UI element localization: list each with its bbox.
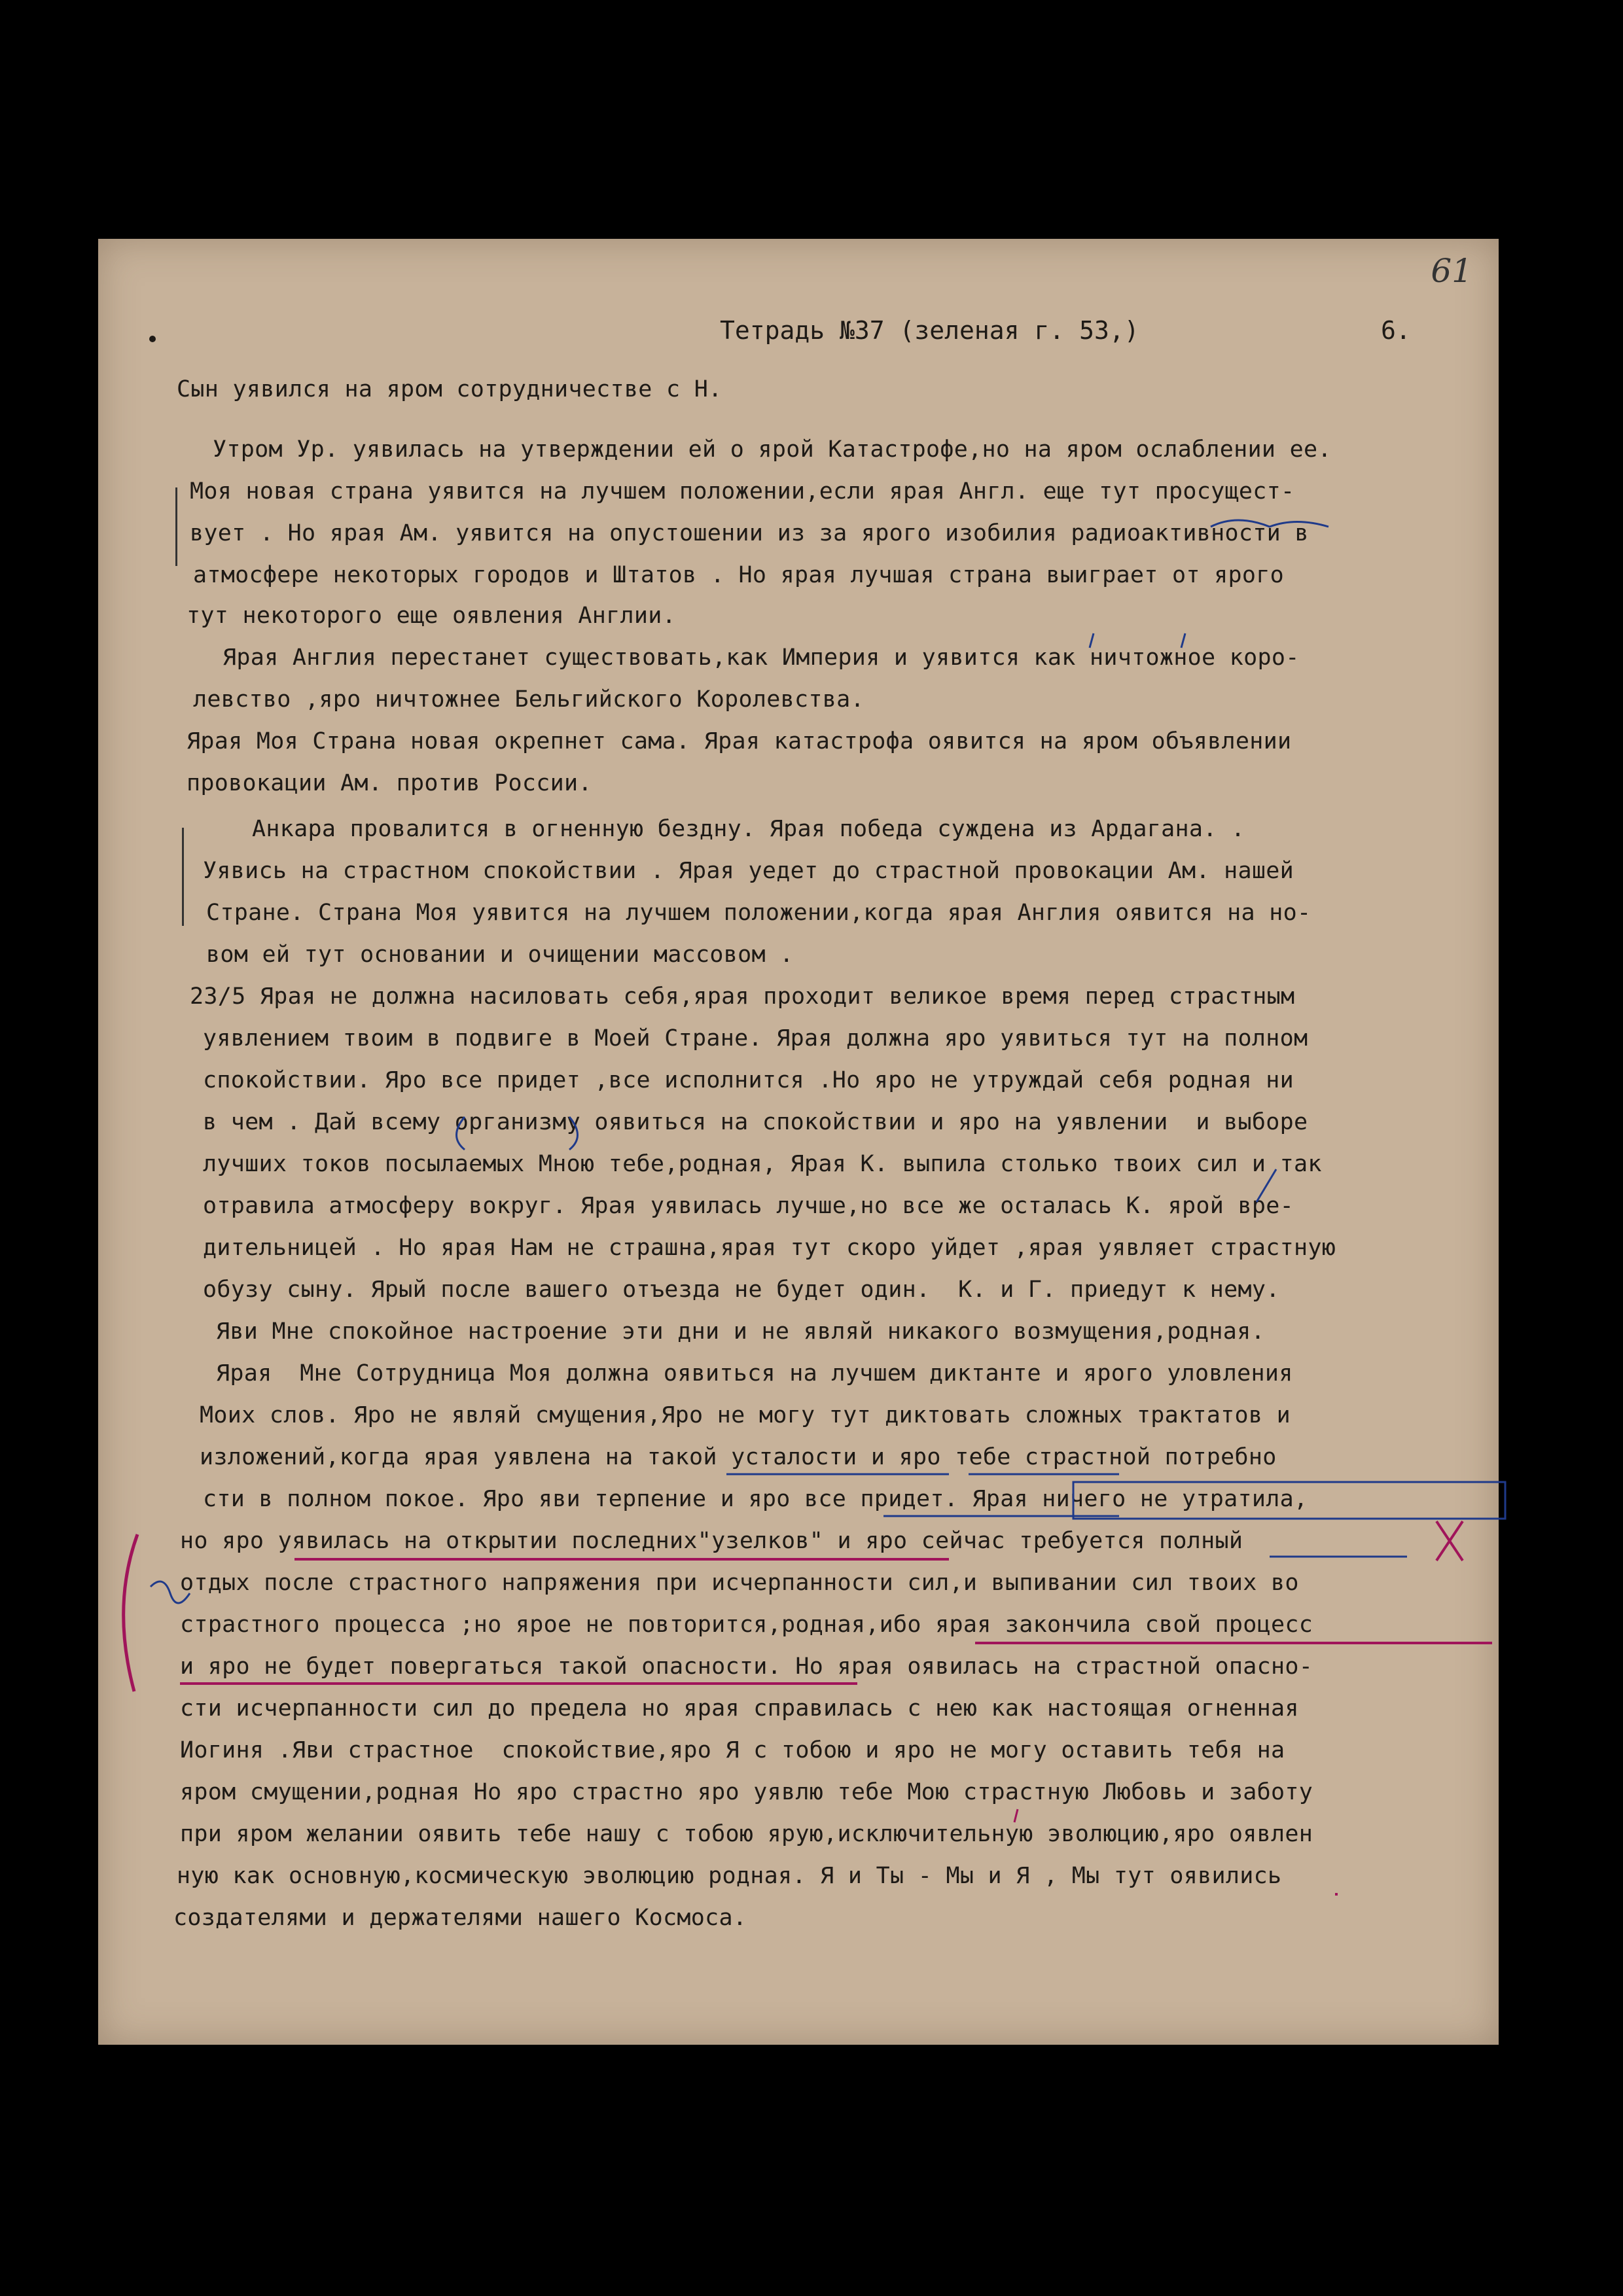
page-number: 6. [1381,316,1411,345]
text-line: Яви Мне спокойное настроение эти дни и не являй никакого возмущения,родная. [216,1318,1265,1345]
text-line: уявлением твоим в подвиге в Моей Стране. Ярая должна яро уявиться тут на полном [203,1025,1308,1051]
document-page [98,239,1499,2045]
text-line: Ярая Моя Страна новая окрепнет сама. Ярая катастрофа оявится на яром объявлении [187,728,1292,754]
text-line: ную как основную,космическую эволюцию родная. Я и Ты - Мы и Я , Мы тут оявились [177,1863,1282,1889]
magenta-margin-bracket [124,1534,137,1691]
text-line: и яро не будет повергаться такой опасности. Но ярая оявилась на страстной опасно- [180,1653,1313,1680]
text-line: Анкара провалится в огненную бездну. Ярая победа суждена из Ардагана. . [252,816,1245,842]
text-line: атмосфере некоторых городов и Штатов . Но ярая лучшая страна выиграет от ярого [193,562,1284,588]
text-line: в чем . Дай всему организму оявиться на спокойствии и яро на уявлении и выборе [203,1109,1308,1135]
text-line: вует . Но ярая Ам. уявится на опустошении из за ярого изобилия радиоактивности в [190,520,1309,546]
text-line: Уявись на страстном спокойствии . Ярая уедет до страстной провокации Ам. нашей [203,858,1294,884]
text-line: Утром Ур. уявилась на утверждении ей о ярой Катастрофе,но на яром ослаблении ее. [213,436,1332,463]
text-line: 23/5 Ярая не должна насиловать себя,ярая проходит великое время перед страстным [190,983,1295,1010]
blue-box [1073,1482,1505,1519]
text-line: Сын уявился на яром сотрудничестве с Н. [177,376,722,402]
blue-margin-mark [151,1581,190,1603]
text-line: изложений,когда ярая уявлена на такой усталости и яро тебе страстной потребно [200,1444,1277,1470]
text-line: Ярая Мне Сотрудница Моя должна оявиться на лучшем диктанте и ярого уловления [216,1360,1293,1386]
text-line: сти в полном покое. Яро яви терпение и яро все придет. Ярая ничего не утратила, [203,1486,1308,1512]
text-line: Моя новая страна уявится на лучшем положении,если ярая Англ. еще тут просущест- [190,478,1295,504]
blue-slash [1257,1169,1276,1202]
text-line: дительницей . Но ярая Нам не страшна,ярая тут скоро уйдет ,ярая уявляет страстную [203,1235,1336,1261]
pen-annotations [98,239,1499,2045]
text-line: при яром желании оявить тебе нашу с тобою ярую,исключительную эволюцию,яро оявлен [180,1821,1313,1847]
text-line: тут некоторого еще оявления Англии. [187,603,677,629]
text-line: создателями и держателями нашего Космоса. [173,1905,747,1931]
notebook-title: Тетрадь №37 (зеленая г. 53,) [720,316,1139,345]
blue-paren [569,1117,578,1150]
text-line: Иогиня .Яви страстное спокойствие,яро Я с тобою и яро не могу оставить тебя на [180,1737,1285,1763]
blue-overline-mark [1211,520,1329,527]
text-line: лучших токов посылаемых Мною тебе,родная, Ярая К. выпила столько твоих сил и так [203,1151,1322,1177]
text-line: Моих слов. Яро не являй смущения,Яро не могу тут диктовать сложных трактатов и [200,1402,1291,1428]
text-line: сти исчерпанности сил до предела но ярая справилась с нею как настоящая огненная [180,1695,1299,1722]
text-line: Стране. Страна Моя уявится на лучшем положении,когда ярая Англия оявится на но- [206,900,1311,926]
text-line: но яро уявилась на открытии последних"узелков" и яро сейчас требуется полный [180,1528,1243,1554]
text-line: страстного процесса ;но ярое не повторится,родная,ибо ярая закончила свой процесс [180,1612,1313,1638]
magenta-tick [1014,1809,1018,1822]
text-line: обузу сыну. Ярый после вашего отъезда не будет один. К. и Г. приедут к нему. [203,1277,1280,1303]
text-line: вом ей тут основании и очищении массовом . [206,942,794,968]
text-line: спокойствии. Яро все придет ,все исполнится .Но яро не утруждай себя родная ни [203,1067,1294,1093]
text-line: Ярая Англия перестанет существовать,как Империя и уявится как ничтожное коро- [223,645,1300,671]
text-line: яром смущении,родная Но яро страстно яро уявлю тебе Мою страстную Любовь и заботу [180,1779,1313,1805]
text-line: отравила атмосферу вокруг. Ярая уявилась лучше,но все же осталась К. ярой вре- [203,1193,1294,1219]
blue-paren [457,1117,465,1150]
text-line: провокации Ам. против России. [187,770,592,796]
text-line: отдых после страстного напряжения при исчерпанности сил,и выпивании сил твоих во [180,1570,1299,1596]
folio-number: 61 [1431,252,1472,290]
blue-tick [1090,633,1094,648]
text-line: левство ,яро ничтожнее Бельгийского Королевства. [193,686,865,713]
magenta-x-mark [1436,1521,1463,1561]
blue-tick [1181,633,1185,648]
